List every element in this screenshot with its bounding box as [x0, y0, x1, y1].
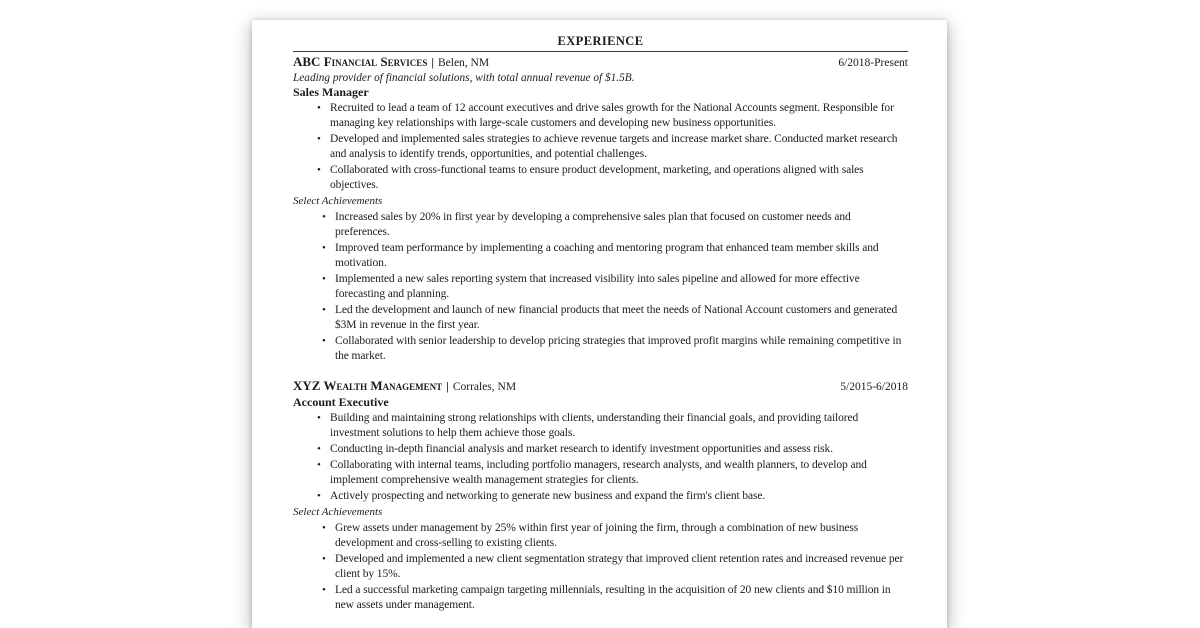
company-name: ABC Financial Services [293, 54, 428, 69]
role-title: Sales Manager [293, 85, 369, 99]
company-location: Corrales, NM [452, 381, 517, 393]
employment-dates: 6/2018-Present [838, 57, 908, 69]
achievement-item: • Led the development and launch of new financial products that meet the needs of National Account customers and generated $3M in revenue in the first year. [322, 303, 908, 333]
bullet-item: • Recruited to lead a team of 12 account executives and drive sales growth for the National Accounts segment. Responsible for managing key relationships with large-scale customers and developing new business opportunities. [317, 101, 908, 131]
role-title: Account Executive [293, 395, 389, 409]
achievement-item: • Implemented a new sales reporting system that increased visibility into sales pipeline and allowed for more effective forecasting and planning. [322, 272, 908, 302]
achievement-item: • Led a successful marketing campaign targeting millennials, resulting in the acquisition of 20 new clients and $10 million in new assets under management. [322, 583, 908, 613]
bullet-item: • Collaborating with internal teams, including portfolio managers, research analysts, and wealth planners, to develop and implement comprehensive wealth management strategies for clients. [317, 458, 908, 488]
bullet-item: • Collaborated with cross-functional teams to ensure product development, marketing, and operations aligned with sales objectives. [317, 163, 908, 193]
achievement-item: • Grew assets under management by 25% within first year of joining the firm, through a combination of new business development and cross-selling to existing clients. [322, 521, 908, 551]
experience-section-title: EXPERIENCE [293, 33, 908, 52]
achievement-item: • Increased sales by 20% in first year by developing a comprehensive sales plan that focused on customer needs and preferences. [322, 210, 908, 240]
job-entry-abc [293, 54, 908, 364]
bullet-item: • Developed and implemented sales strategies to achieve revenue targets and increase market share. Conducted market research and analysis to identify trends, opportunities, and potential challenges. [317, 132, 908, 162]
company-left [293, 378, 516, 395]
company-tagline: Leading provider of financial solutions, with total annual revenue of $1.5B. [293, 72, 635, 84]
role-bullet-list [293, 101, 908, 193]
company-separator: | [446, 379, 449, 393]
company-name: XYZ Wealth Management [293, 378, 443, 393]
achievements-bullet-list [293, 210, 908, 364]
bullet-item: • Actively prospecting and networking to generate new business and expand the firm's client base. [317, 489, 908, 504]
select-achievements-label: Select Achievements [293, 195, 383, 207]
achievement-item: • Improved team performance by implementing a coaching and mentoring program that enhanced team member skills and motivation. [322, 241, 908, 271]
achievement-item: • Collaborated with senior leadership to develop pricing strategies that improved profit margins while remaining competitive in the market. [322, 334, 908, 364]
resume-page [252, 20, 947, 628]
company-separator: | [431, 55, 434, 69]
bullet-item: • Conducting in-depth financial analysis and market research to identify investment opportunities and assess risk. [317, 442, 908, 457]
company-location: Belen, NM [437, 57, 490, 69]
company-row [293, 378, 908, 395]
company-row [293, 54, 908, 71]
employment-dates: 5/2015-6/2018 [840, 381, 908, 393]
job-entry-xyz [293, 378, 908, 613]
select-achievements-label: Select Achievements [293, 506, 383, 518]
achievements-bullet-list [293, 521, 908, 613]
achievement-item: • Developed and implemented a new client segmentation strategy that improved client retention rates and increased revenue per client by 15%. [322, 552, 908, 582]
bullet-item: • Building and maintaining strong relationships with clients, understanding their financial goals, and providing tailored investment solutions to help them achieve those goals. [317, 411, 908, 441]
company-left [293, 54, 489, 71]
role-bullet-list [293, 411, 908, 504]
